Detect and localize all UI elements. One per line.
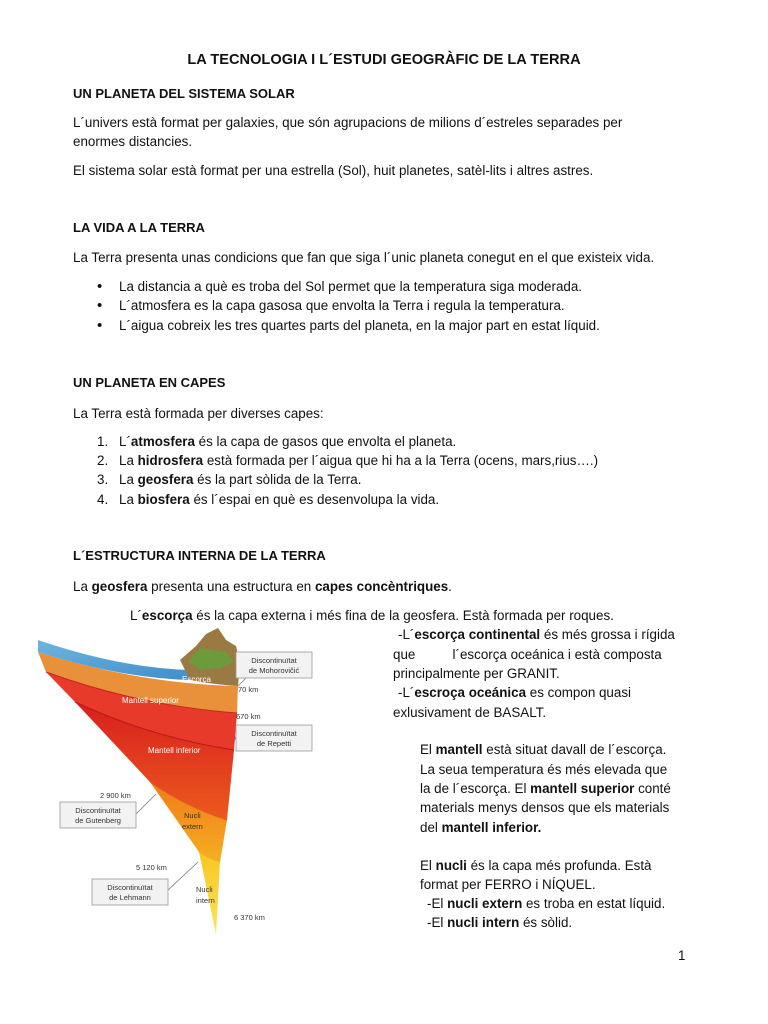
label-670km: 670 km bbox=[236, 712, 261, 721]
label-5120km: 5 120 km bbox=[136, 863, 167, 872]
mantle-line1: El mantell està situat davall de l´escorça. bbox=[420, 742, 667, 757]
core-line4: -El nucli intern és sòlid. bbox=[427, 915, 573, 930]
paragraph-solar-system: El sistema solar està format per una estrella (Sol), huit planetes, satèl-lits i altres astres. bbox=[73, 163, 594, 178]
heading-solar-system: UN PLANETA DEL SISTEMA SOLAR bbox=[73, 86, 295, 101]
svg-text:de Gutenberg: de Gutenberg bbox=[75, 816, 121, 825]
mantle-line4: materials menys densos que els materials bbox=[420, 800, 670, 815]
paragraph-universe-line2: enormes distancies. bbox=[73, 134, 193, 149]
list-item: • La distancia a què es troba del Sol permet que la temperatura siga moderada. bbox=[119, 277, 582, 296]
label-inner-core-2: intern bbox=[196, 896, 215, 905]
core-line2: format per FERRO i NÍQUEL. bbox=[420, 877, 596, 892]
continental-crust-line2: que l´escorça oceánica i està composta bbox=[393, 647, 662, 662]
paragraph-crust: L´escorça és la capa externa i més fina de la geosfera. Està formada per roques. bbox=[130, 608, 614, 623]
paragraph-life-intro: La Terra presenta unas condicions que fan que siga l´unic planeta conegut en el que existeix vida. bbox=[73, 250, 655, 265]
label-outer-core-2: extern bbox=[182, 822, 203, 831]
label-crust: Escorça bbox=[182, 675, 211, 684]
list-item: 2. La hidrosfera està formada per l´aigua que hi ha a la Terra (ocens, mars,rius….) bbox=[97, 453, 599, 468]
label-70km: 70 km bbox=[238, 685, 259, 694]
mantle-line2: La seua temperatura és més elevada que bbox=[420, 762, 668, 777]
paragraph-universe-line1: L´univers està format per galaxies, que són agrupacions de milions d´estreles separades per bbox=[73, 115, 623, 130]
core-line3: -El nucli extern es troba en estat líquid. bbox=[427, 896, 666, 911]
heading-planet-layers: UN PLANETA EN CAPES bbox=[73, 375, 226, 390]
svg-text:Discontinuïtat: Discontinuïtat bbox=[107, 883, 153, 892]
heading-internal-structure: L´ESTRUCTURA INTERNA DE LA TERRA bbox=[73, 548, 326, 563]
label-lower-mantle: Mantell inferior bbox=[148, 746, 201, 755]
mantle-line5: del mantell inferior. bbox=[420, 820, 542, 835]
continental-crust-line1: -L´escorça continental és més grossa i rígida bbox=[398, 627, 675, 642]
svg-text:de Lehmann: de Lehmann bbox=[109, 893, 151, 902]
list-item: 1. L´atmosfera és la capa de gasos que envolta el planeta. bbox=[97, 434, 457, 449]
page-title: LA TECNOLOGIA I L´ESTUDI GEOGRÀFIC DE LA TERRA bbox=[187, 52, 581, 68]
label-inner-core-1: Nucli bbox=[196, 885, 213, 894]
label-outer-core-1: Nucli bbox=[184, 811, 201, 820]
continental-crust-line3: principalmente per GRANIT. bbox=[393, 666, 560, 681]
label-6370km: 6 370 km bbox=[234, 913, 265, 922]
paragraph-geosphere: La geosfera presenta una estructura en capes concèntriques. bbox=[73, 579, 452, 594]
mantle-line3: la de l´escorça. El mantell superior conté bbox=[420, 781, 671, 796]
heading-life-on-earth: LA VIDA A LA TERRA bbox=[73, 220, 205, 235]
svg-text:de Mohorovičić: de Mohorovičić bbox=[248, 666, 300, 675]
core-line1: El nucli és la capa més profunda. Està bbox=[420, 858, 652, 873]
oceanic-crust-line1: -L´escroça oceánica es compon quasi bbox=[398, 685, 632, 700]
list-item: • L´atmosfera es la capa gasosa que envolta la Terra i regula la temperatura. bbox=[119, 296, 565, 315]
svg-text:Discontinuïtat: Discontinuïtat bbox=[75, 806, 121, 815]
earth-structure-figure bbox=[30, 622, 380, 937]
svg-text:Discontinuïtat: Discontinuïtat bbox=[251, 729, 297, 738]
list-item: 4. La biosfera és l´espai en què es desenvolupa la vida. bbox=[97, 492, 440, 507]
list-item: • L´aigua cobreix les tres quartes parts del planeta, en la major part en estat líquid. bbox=[119, 316, 600, 335]
mohorovicic-callout bbox=[236, 652, 312, 686]
paragraph-layers-intro: La Terra està formada per diverses capes: bbox=[73, 406, 324, 421]
svg-text:Discontinuïtat: Discontinuïtat bbox=[251, 656, 297, 665]
label-2900km: 2 900 km bbox=[100, 791, 131, 800]
list-item: 3. La geosfera és la part sòlida de la Terra. bbox=[97, 472, 362, 487]
repetti-callout bbox=[234, 725, 312, 751]
svg-text:de Repetti: de Repetti bbox=[256, 739, 292, 748]
label-upper-mantle: Mantell superior bbox=[122, 696, 179, 705]
page-number: 1 bbox=[678, 948, 686, 963]
oceanic-crust-line2: exlusivament de BASALT. bbox=[393, 705, 547, 720]
